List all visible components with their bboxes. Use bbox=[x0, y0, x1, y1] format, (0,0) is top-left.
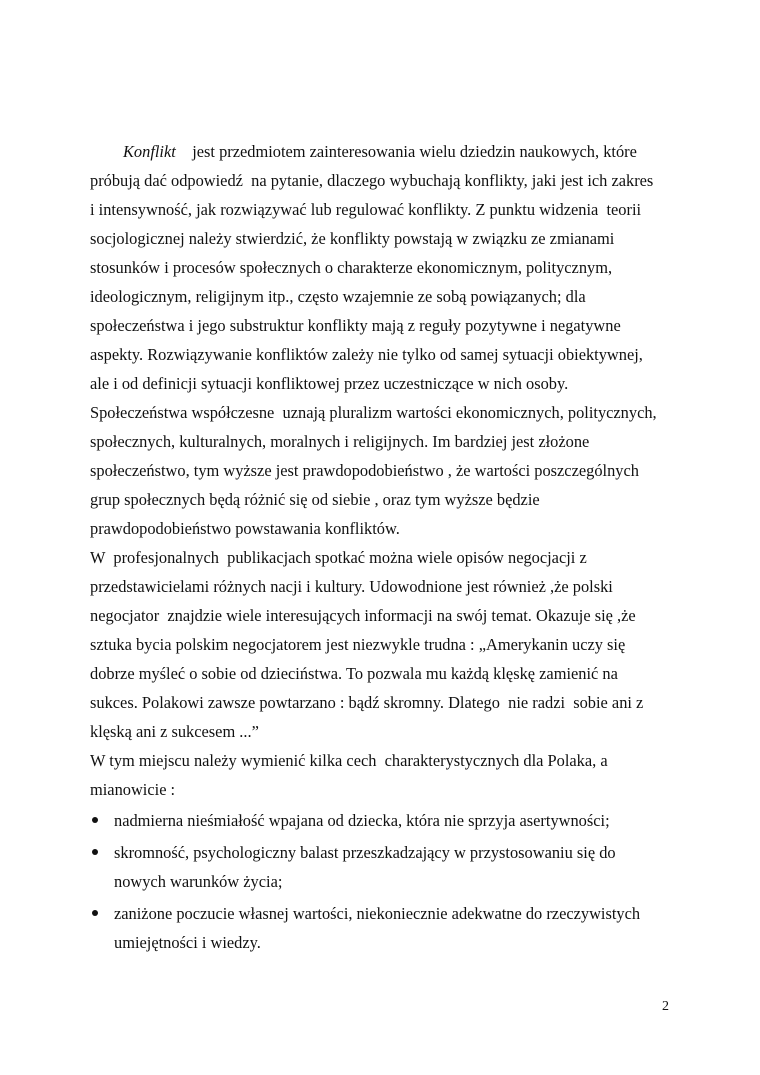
bullet-icon bbox=[92, 910, 98, 916]
paragraph-line: klęską ani z sukcesem ...” bbox=[90, 722, 259, 741]
paragraph-line: aspekty. Rozwiązywanie konfliktów zależy nie tylko od samej sytuacji obiektywnej, bbox=[90, 345, 643, 364]
bullet-line: umiejętności i wiedzy. bbox=[114, 933, 261, 952]
paragraph-line: W profesjonalnych publikacjach spotkać można wiele opisów negocjacji z bbox=[90, 548, 587, 567]
paragraph-line: Społeczeństwa współczesne uznają pluralizm wartości ekonomicznych, politycznych, bbox=[90, 403, 657, 422]
paragraph-3 bbox=[90, 746, 680, 804]
paragraph-1 bbox=[90, 137, 680, 543]
bullet-icon bbox=[92, 849, 98, 855]
emphasized-term: Konflikt bbox=[123, 142, 176, 161]
bullet-list bbox=[90, 806, 680, 957]
bullet-line: skromność, psychologiczny balast przeszkadzający w przystosowaniu się do bbox=[114, 843, 616, 862]
paragraph-line: społecznych, kulturalnych, moralnych i religijnych. Im bardziej jest złożone bbox=[90, 432, 590, 451]
paragraph-line: i intensywność, jak rozwiązywać lub regulować konflikty. Z punktu widzenia teorii bbox=[90, 200, 642, 219]
paragraph-line: dobrze myśleć o sobie od dzieciństwa. To pozwala mu każdą klęskę zamienić na bbox=[90, 664, 618, 683]
paragraph-line-text: jest przedmiotem zainteresowania wielu dziedzin naukowych, które bbox=[175, 142, 637, 161]
paragraph-line: społeczeństwa i jego substruktur konflikty mają z reguły pozytywne i negatywne bbox=[90, 316, 621, 335]
paragraph-line: społeczeństwo, tym wyższe jest prawdopodobieństwo , że wartości poszczególnych bbox=[90, 461, 639, 480]
bullet-icon bbox=[92, 817, 98, 823]
paragraph-line: W tym miejscu należy wymienić kilka cech charakterystycznych dla Polaka, a bbox=[90, 751, 608, 770]
paragraph-line: grup społecznych będą różnić się od siebie , oraz tym wyższe będzie bbox=[90, 490, 540, 509]
bullet-line: nadmierna nieśmiałość wpajana od dziecka, która nie sprzyja asertywności; bbox=[114, 811, 610, 830]
paragraph-line: socjologicznej należy stwierdzić, że konflikty powstają w związku ze zmianami bbox=[90, 229, 615, 248]
paragraph-line: mianowicie : bbox=[90, 780, 176, 799]
page-number: 2 bbox=[662, 999, 669, 1014]
bullet-line: zaniżone poczucie własnej wartości, niekoniecznie adekwatne do rzeczywistych bbox=[114, 904, 641, 923]
paragraph-line: stosunków i procesów społecznych o charakterze ekonomicznym, politycznym, bbox=[90, 258, 613, 277]
paragraph-line: próbują dać odpowiedź na pytanie, dlaczego wybuchają konflikty, jaki jest ich zakres bbox=[90, 171, 654, 190]
paragraph-line bbox=[90, 137, 680, 166]
paragraph-line: przedstawicielami różnych nacji i kultury. Udowodnione jest również ,że polski bbox=[90, 577, 613, 596]
bullet-item bbox=[90, 838, 680, 896]
paragraph-line: sztuka bycia polskim negocjatorem jest niezwykle trudna : „Amerykanin uczy się bbox=[90, 635, 626, 654]
paragraph-line: prawdopodobieństwo powstawania konfliktów. bbox=[90, 519, 400, 538]
paragraph-2 bbox=[90, 543, 680, 746]
paragraph-line: sukces. Polakowi zawsze powtarzano : bądź skromny. Dlatego nie radzi sobie ani z bbox=[90, 693, 644, 712]
document-body bbox=[90, 137, 680, 957]
bullet-item bbox=[90, 806, 680, 835]
bullet-item bbox=[90, 899, 680, 957]
paragraph-line: negocjator znajdzie wiele interesujących informacji na swój temat. Okazuje się ,że bbox=[90, 606, 636, 625]
bullet-line: nowych warunków życia; bbox=[114, 872, 283, 891]
paragraph-line: ale i od definicji sytuacji konfliktowej przez uczestniczące w nich osoby. bbox=[90, 374, 569, 393]
paragraph-line: ideologicznym, religijnym itp., często wzajemnie ze sobą powiązanych; dla bbox=[90, 287, 586, 306]
